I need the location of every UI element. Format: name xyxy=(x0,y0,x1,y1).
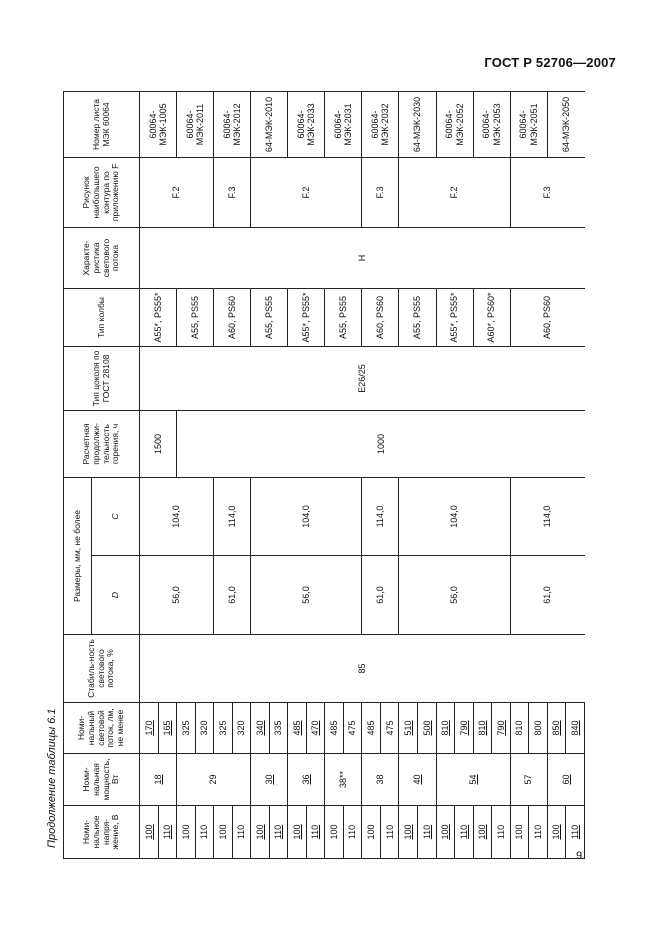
cell-voltage: 100 xyxy=(436,806,455,859)
cell-voltage: 100 xyxy=(251,806,270,859)
lamp-parameters-table xyxy=(63,91,585,859)
cell-power: 29 xyxy=(177,754,251,806)
cell-flux: 790 xyxy=(492,703,511,754)
cell-flux: 165 xyxy=(158,703,177,754)
col-header-voltage: Номи-нальное напря-жение, В xyxy=(64,806,140,859)
cell-flux: 170 xyxy=(140,703,159,754)
col-header-d: D xyxy=(92,556,140,635)
cell-bulb: A55*, PS55* xyxy=(436,288,473,346)
cell-flux: 475 xyxy=(343,703,362,754)
cell-bulb: A55, PS55 xyxy=(251,288,288,346)
cell-power: 38 xyxy=(362,754,399,806)
cell-voltage: 110 xyxy=(232,806,251,859)
cell-bulb: A60, PS60 xyxy=(510,288,584,346)
cell-voltage: 110 xyxy=(306,806,325,859)
cell-flux: 810 xyxy=(510,703,529,754)
cell-sheet: 60064-МЭК-2012 xyxy=(214,91,251,157)
cell-dim-d: 56,0 xyxy=(140,556,214,635)
cell-char: H xyxy=(140,227,585,288)
cell-voltage: 110 xyxy=(455,806,474,859)
cell-power: 30 xyxy=(251,754,288,806)
cell-voltage: 110 xyxy=(529,806,548,859)
cell-flux: 485 xyxy=(362,703,381,754)
cell-power: 36 xyxy=(288,754,325,806)
cell-fig: F.2 xyxy=(399,157,510,227)
cell-flux: 810 xyxy=(436,703,455,754)
cell-voltage: 100 xyxy=(399,806,418,859)
cell-sheet: 60064-МЭК-2033 xyxy=(288,91,325,157)
table-caption: Продолжение таблицы 6.1 xyxy=(46,708,58,848)
cell-voltage: 100 xyxy=(325,806,344,859)
cell-sheet: 60064-МЭК-2051 xyxy=(510,91,547,157)
cell-voltage: 110 xyxy=(417,806,436,859)
cell-sheet: 60064-МЭК-2032 xyxy=(362,91,399,157)
cell-stability: 85 xyxy=(140,635,585,703)
cell-flux: 485 xyxy=(325,703,344,754)
cell-dim-d: 61,0 xyxy=(362,556,399,635)
cell-flux: 800 xyxy=(529,703,548,754)
cell-flux: 340 xyxy=(251,703,270,754)
cell-power: 40 xyxy=(399,754,436,806)
cell-fig: F.3 xyxy=(214,157,251,227)
cell-flux: 475 xyxy=(380,703,399,754)
cell-power: 57 xyxy=(510,754,547,806)
cell-flux: 325 xyxy=(214,703,233,754)
cell-voltage: 110 xyxy=(195,806,214,859)
cell-sheet: 64-МЭК-2010 xyxy=(251,91,288,157)
cell-dim-c: 104,0 xyxy=(140,477,214,555)
cell-bulb: A55, PS55 xyxy=(177,288,214,346)
cell-voltage: 110 xyxy=(566,806,585,859)
cell-base: E26/25 xyxy=(140,346,585,410)
col-header-sheet: Номер листа МЭК 60064 xyxy=(64,91,140,157)
cell-power: 18 xyxy=(140,754,177,806)
document-header: ГОСТ Р 52706—2007 xyxy=(484,55,616,70)
cell-voltage: 100 xyxy=(473,806,492,859)
cell-dim-c: 104,0 xyxy=(399,477,510,555)
cell-sheet: 64-МЭК-2050 xyxy=(547,91,584,157)
cell-bulb: A55*, PS55* xyxy=(288,288,325,346)
col-header-flux: Номи-нальный световой поток, лм, не менее xyxy=(64,703,140,754)
cell-life: 1000 xyxy=(177,410,585,477)
cell-flux: 840 xyxy=(566,703,585,754)
cell-dim-d: 61,0 xyxy=(214,556,251,635)
cell-voltage: 100 xyxy=(362,806,381,859)
cell-power: 60 xyxy=(547,754,584,806)
cell-flux: 510 xyxy=(399,703,418,754)
cell-bulb: A55, PS55 xyxy=(325,288,362,346)
cell-sheet: 60064-МЭК-2053 xyxy=(473,91,510,157)
col-header-stability: Стабиль-ность светового потока, % xyxy=(64,635,140,703)
col-header-char: Характе-ристика светового потока xyxy=(64,227,140,288)
cell-fig: F.2 xyxy=(251,157,362,227)
cell-bulb: A60*, PS60* xyxy=(473,288,510,346)
cell-bulb: A60, PS60 xyxy=(214,288,251,346)
col-header-power: Номи-нальная мощность, Вт xyxy=(64,754,140,806)
cell-power: 54 xyxy=(436,754,510,806)
cell-bulb: A55*, PS55* xyxy=(140,288,177,346)
cell-power: 38** xyxy=(325,754,362,806)
cell-life: 1500 xyxy=(140,410,177,477)
cell-voltage: 100 xyxy=(288,806,307,859)
cell-dim-d: 56,0 xyxy=(251,556,362,635)
cell-flux: 850 xyxy=(547,703,566,754)
cell-flux: 320 xyxy=(232,703,251,754)
cell-dim-d: 56,0 xyxy=(399,556,510,635)
cell-fig: F.3 xyxy=(510,157,584,227)
cell-dim-c: 104,0 xyxy=(251,477,362,555)
cell-flux: 320 xyxy=(195,703,214,754)
col-header-bulb: Тип колбы xyxy=(64,288,140,346)
cell-sheet: 60064-МЭК-2031 xyxy=(325,91,362,157)
cell-voltage: 110 xyxy=(269,806,288,859)
cell-voltage: 110 xyxy=(343,806,362,859)
cell-flux: 485 xyxy=(288,703,307,754)
cell-voltage: 110 xyxy=(492,806,511,859)
cell-voltage: 100 xyxy=(140,806,159,859)
page-number: 9 xyxy=(576,850,583,862)
cell-bulb: A55, PS55 xyxy=(399,288,436,346)
cell-voltage: 110 xyxy=(158,806,177,859)
cell-flux: 790 xyxy=(455,703,474,754)
cell-bulb: A60, PS60 xyxy=(362,288,399,346)
col-header-base: Тип цоколя по ГОСТ 28108 xyxy=(64,346,140,410)
col-header-fig: Рисунок наибольшего контура по приложению F xyxy=(64,157,140,227)
cell-voltage: 100 xyxy=(547,806,566,859)
col-header-c: C xyxy=(92,477,140,555)
cell-flux: 335 xyxy=(269,703,288,754)
cell-voltage: 100 xyxy=(510,806,529,859)
cell-flux: 325 xyxy=(177,703,196,754)
cell-sheet: 60064-МЭК-2011 xyxy=(177,91,214,157)
cell-flux: 810 xyxy=(473,703,492,754)
rotated-table-container xyxy=(63,92,585,859)
cell-fig: F.3 xyxy=(362,157,399,227)
cell-fig: F.2 xyxy=(140,157,214,227)
cell-sheet: 64-МЭК-2030 xyxy=(399,91,436,157)
cell-flux: 500 xyxy=(417,703,436,754)
col-header-dims: Размеры, мм, не более xyxy=(64,477,92,634)
col-header-life: Расчетная продолжи-тельность горения, ч xyxy=(64,410,140,477)
cell-dim-d: 61,0 xyxy=(510,556,584,635)
cell-voltage: 110 xyxy=(380,806,399,859)
cell-flux: 470 xyxy=(306,703,325,754)
cell-voltage: 100 xyxy=(177,806,196,859)
cell-voltage: 100 xyxy=(214,806,233,859)
cell-sheet: 60064-МЭК-1005 xyxy=(140,91,177,157)
cell-dim-c: 114,0 xyxy=(362,477,399,555)
cell-dim-c: 114,0 xyxy=(214,477,251,555)
cell-dim-c: 114,0 xyxy=(510,477,584,555)
cell-sheet: 60064-МЭК-2052 xyxy=(436,91,473,157)
